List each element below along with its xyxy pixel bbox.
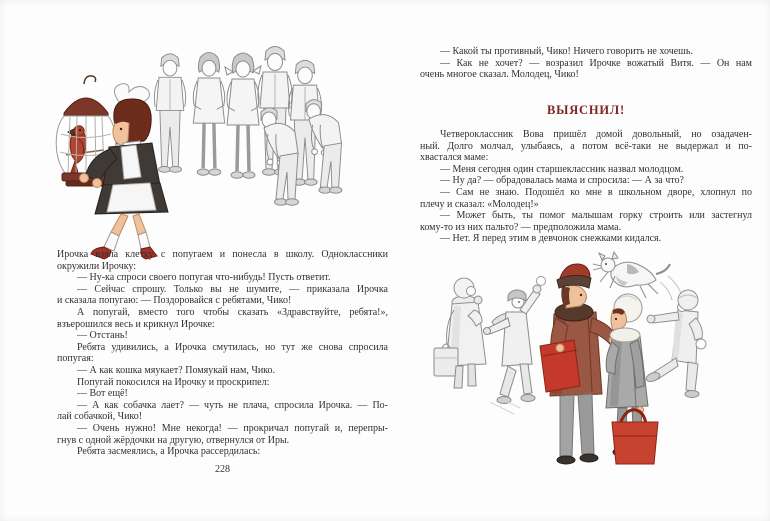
text-line: Ребята засмеялись, а Ирочка рассердилась: — [77, 446, 261, 458]
text-line: — Какой ты противный, Чико! Ничего говорить не хочешь. — [440, 46, 693, 57]
illustration-girl-with-parrot-cage — [57, 26, 388, 248]
classmates-group — [154, 47, 342, 206]
text-line: — Сам не знаю. Подошёл ко мне в школьном дворе, хлопнул по — [440, 186, 752, 198]
text-line: — Ну-ка спроси своего попугая что-нибудь! Пусть ответит. — [77, 272, 331, 284]
left-page-text — [57, 249, 388, 458]
right-page-top-text — [420, 46, 752, 81]
text-line: Ирочка взяла клетку с попугаем и понесла в школу. Одноклассники — [57, 249, 388, 260]
text-line: плечу и сказал: «Молодец!» — [420, 198, 539, 210]
fur-hat — [678, 290, 698, 310]
text-line: Попугай покосился на Ирочку и проскрипел: — [77, 376, 270, 388]
text-line: Ребята удивились, а Ирочка смутилась, но тут же снова спросила — [77, 341, 388, 353]
text-line: кому-то из них пальто? — предположила мама. — [420, 221, 622, 233]
text-line: — А как кошка мяукает? Помяукай нам, Чико. — [77, 364, 276, 376]
story-heading: ВЫЯСНИЛ! — [547, 103, 625, 117]
text-line: — Сейчас спрошу. Только вы не шумите, — приказала Ирочка — [77, 283, 388, 295]
boy-throwing-left — [484, 277, 546, 415]
text-line: — Очень нужно! Мне некогда! — прокричал попугай и, перепры- — [77, 422, 388, 434]
illustration-winter-snowball-scene — [420, 252, 752, 490]
apron-skirt — [107, 183, 156, 212]
white-fur-collar — [610, 328, 640, 342]
text-line: А попугай, вместо того чтобы сказать «Здравствуйте, ребята!», — [77, 306, 388, 318]
case — [434, 348, 458, 376]
knee-sock — [138, 232, 150, 249]
motion-lines — [490, 398, 520, 414]
snowball — [696, 339, 706, 349]
text-line: — Может быть, ты помог малышам горку строить или застегнул — [440, 210, 752, 222]
text-line: и сказала попугаю: — Поздоровайся с ребятами, Чико! — [57, 295, 292, 307]
text-line: взъерошился весь и крикнул Ирочке: — [57, 318, 215, 330]
text-line: попугая: — [57, 353, 94, 365]
face — [113, 119, 129, 145]
boots — [454, 364, 476, 388]
text-line: — Нет. Я перед этим в девчонок снежками кидался. — [440, 233, 662, 245]
snowball — [537, 277, 546, 286]
girl-with-cage — [56, 76, 168, 259]
cage-hook — [84, 76, 96, 84]
left-page-number: 228 — [215, 464, 230, 475]
text-line: ный. Долго молчал, улыбаясь, а потом всё-таки не выдержал и по- — [420, 140, 752, 152]
text-line: — Меня сегодня один старшеклассник назвал молодцом. — [440, 163, 684, 175]
right-page — [385, 0, 770, 521]
text-line: — Вот ещё! — [77, 388, 128, 400]
text-line: окружили Ирочку: — [57, 260, 137, 272]
text-line: — Отстань! — [77, 330, 128, 342]
cage-dome — [64, 98, 108, 117]
right-page-story-text — [420, 129, 752, 245]
text-line: — Как не хочет? — возразил Ирочке вожатый Витя. — Он нам — [440, 57, 752, 69]
text-line: лай собачкой, Чико! — [57, 411, 143, 423]
text-line: гнув с одной жёрдочки на другую, отвернулся от Иры. — [57, 434, 290, 446]
girl-with-case — [434, 278, 486, 388]
kid-throwing-right — [645, 290, 706, 398]
text-line: Четвероклассник Вова пришёл домой довольный, но озадачен- — [440, 129, 752, 140]
red-bag — [612, 422, 658, 464]
text-line: — А как собачка лает? — чуть не плача, спросила Ирочка. — По- — [77, 399, 388, 411]
text-line: очень многое сказал. Молодец, Чико! — [420, 69, 579, 81]
text-line: хвастался маме: — [420, 152, 489, 164]
cat — [593, 252, 682, 300]
older-boy — [540, 264, 617, 464]
text-line: — Ну да? — обрадовалась мама и спросила: — А за что? — [440, 175, 684, 187]
